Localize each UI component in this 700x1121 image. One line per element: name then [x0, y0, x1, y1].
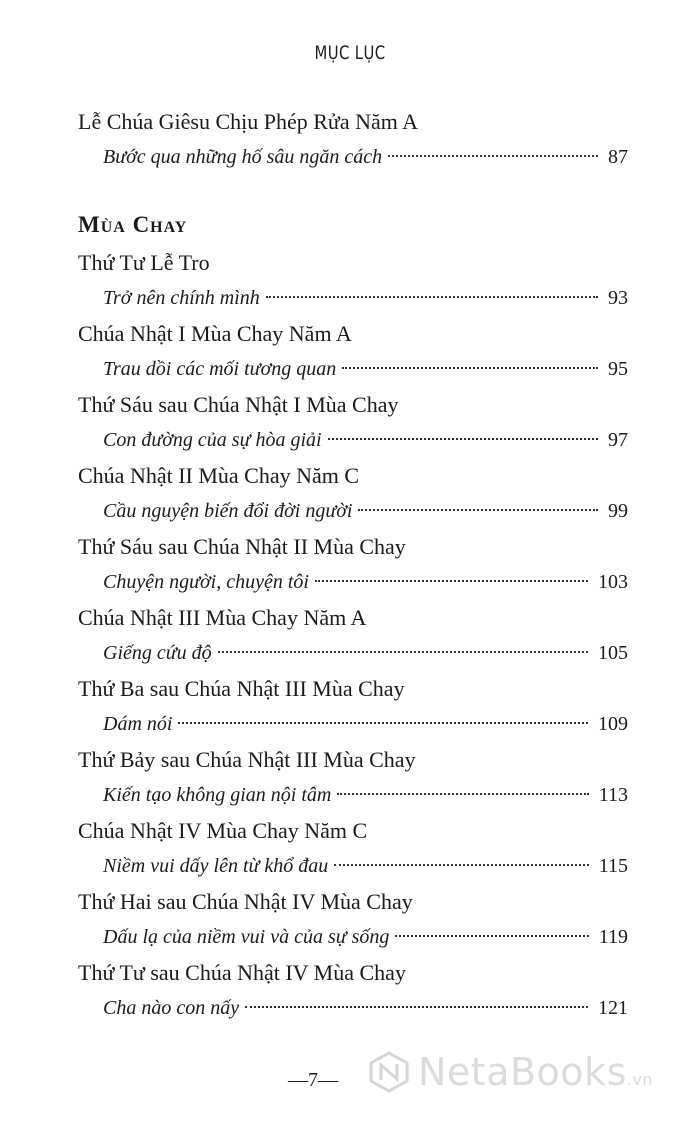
toc-entry-subtitle: Chuyện người, chuyện tôi: [103, 571, 309, 593]
toc-entry-title: Thứ Sáu sau Chúa Nhật II Mùa Chay: [78, 534, 406, 559]
toc-entry-group: [78, 955, 628, 1026]
toc-entry-title: Thứ Hai sau Chúa Nhật IV Mùa Chay: [78, 889, 413, 914]
toc-entry-subtitle: Trau dồi các mối tương quan: [103, 358, 337, 380]
dot-leader: [245, 1006, 588, 1008]
toc-entry-page-number: 103: [598, 571, 628, 593]
toc-entry-subtitle-row: [78, 636, 628, 671]
watermark-brand: [418, 1050, 653, 1094]
toc-entry-subtitle: Cầu nguyện biến đổi đời người: [103, 500, 353, 522]
toc-entry-title: Thứ Tư sau Chúa Nhật IV Mùa Chay: [78, 960, 406, 985]
watermark-suffix: .vn: [626, 1070, 654, 1089]
toc-entry-page-number: 95: [608, 358, 628, 380]
toc-entry-group: [78, 245, 628, 316]
toc-entry-page-number: 115: [598, 855, 628, 877]
toc-entry-group: [78, 671, 628, 742]
toc-entry-subtitle-row: [78, 778, 628, 813]
dot-leader: [388, 155, 598, 157]
toc-entry-group: [78, 316, 628, 387]
toc-entry-page-number: 119: [598, 926, 628, 948]
toc-entry-title: Chúa Nhật II Mùa Chay Năm C: [78, 463, 360, 488]
toc-entry-subtitle: Trở nên chính mình: [103, 287, 260, 309]
toc-entry-subtitle-row: [78, 991, 628, 1026]
toc-entry-subtitle-row: [78, 494, 628, 529]
toc-entry-group: [78, 529, 628, 600]
toc-entry-group: [78, 813, 628, 884]
toc-entry-group: [78, 458, 628, 529]
toc-entry-title: Thứ Ba sau Chúa Nhật III Mùa Chay: [78, 676, 405, 701]
toc-entry-page-number: 113: [598, 784, 628, 806]
dot-leader: [337, 793, 588, 795]
toc-entry-group: [78, 884, 628, 955]
toc-entry-subtitle-row: [78, 920, 628, 955]
toc-entry-group: [78, 387, 628, 458]
toc-entry-subtitle: Kiến tạo không gian nội tâm: [103, 784, 332, 806]
toc-entry-page-number: 97: [608, 429, 628, 451]
toc-entry-group: [78, 742, 628, 813]
page-footer-number: —7—: [288, 1069, 338, 1091]
dot-leader: [358, 509, 598, 511]
dot-leader: [218, 651, 588, 653]
toc-entry-subtitle-row: [78, 281, 628, 316]
dot-leader: [328, 438, 598, 440]
watermark-brand-text: NetaBooks: [418, 1050, 627, 1094]
toc-entry-subtitle: Giếng cứu độ: [103, 642, 212, 664]
section-heading: Mùa Chay: [78, 212, 188, 237]
toc-entry-page-number: 109: [598, 713, 628, 735]
toc-entry-subtitle: Dám nói: [103, 713, 173, 735]
toc-entry-page-number: 99: [608, 500, 628, 522]
toc-entry-subtitle: Dấu lạ của niềm vui và của sự sống: [103, 926, 390, 948]
toc-entry-subtitle-row: [78, 352, 628, 387]
watermark: [368, 1050, 653, 1094]
dot-leader: [395, 935, 588, 937]
dot-leader: [315, 580, 588, 582]
dot-leader: [342, 367, 598, 369]
toc-entry-title: Chúa Nhật IV Mùa Chay Năm C: [78, 818, 368, 843]
toc-entry-subtitle: Cha nào con nấy: [103, 997, 240, 1019]
toc-entry-subtitle: Niềm vui dấy lên từ khổ đau: [103, 855, 329, 877]
toc-entry-subtitle: Con đường của sự hòa giải: [103, 429, 322, 451]
dot-leader: [178, 722, 588, 724]
toc-entry-subtitle-row: [78, 707, 628, 742]
toc-list: [78, 104, 628, 1026]
toc-entry-title: Thứ Sáu sau Chúa Nhật I Mùa Chay: [78, 392, 399, 417]
toc-entry-title: Chúa Nhật I Mùa Chay Năm A: [78, 321, 352, 346]
toc-entry-subtitle-row: [78, 565, 628, 600]
toc-entry-subtitle-row: [78, 849, 628, 884]
toc-entry-group: [78, 600, 628, 671]
toc-entry-subtitle: Bước qua những hố sâu ngăn cách: [103, 146, 383, 168]
toc-entry-page-number: 105: [598, 642, 628, 664]
toc-entry-subtitle-row: [78, 423, 628, 458]
toc-entry-subtitle-row: [78, 140, 628, 175]
toc-entry-title: Chúa Nhật III Mùa Chay Năm A: [78, 605, 367, 630]
toc-entry-page-number: 87: [608, 146, 628, 168]
dot-leader: [334, 864, 588, 866]
page-header: MỤC LỤC: [314, 42, 386, 64]
toc-entry-title: Lễ Chúa Giêsu Chịu Phép Rửa Năm A: [78, 109, 419, 134]
dot-leader: [266, 296, 598, 298]
toc-entry-title: Thứ Bảy sau Chúa Nhật III Mùa Chay: [78, 747, 416, 772]
toc-entry-page-number: 93: [608, 287, 628, 309]
toc-entry-title: Thứ Tư Lễ Tro: [78, 250, 210, 275]
toc-entry-page-number: 121: [598, 997, 628, 1019]
netabooks-logo-icon: [368, 1051, 410, 1093]
